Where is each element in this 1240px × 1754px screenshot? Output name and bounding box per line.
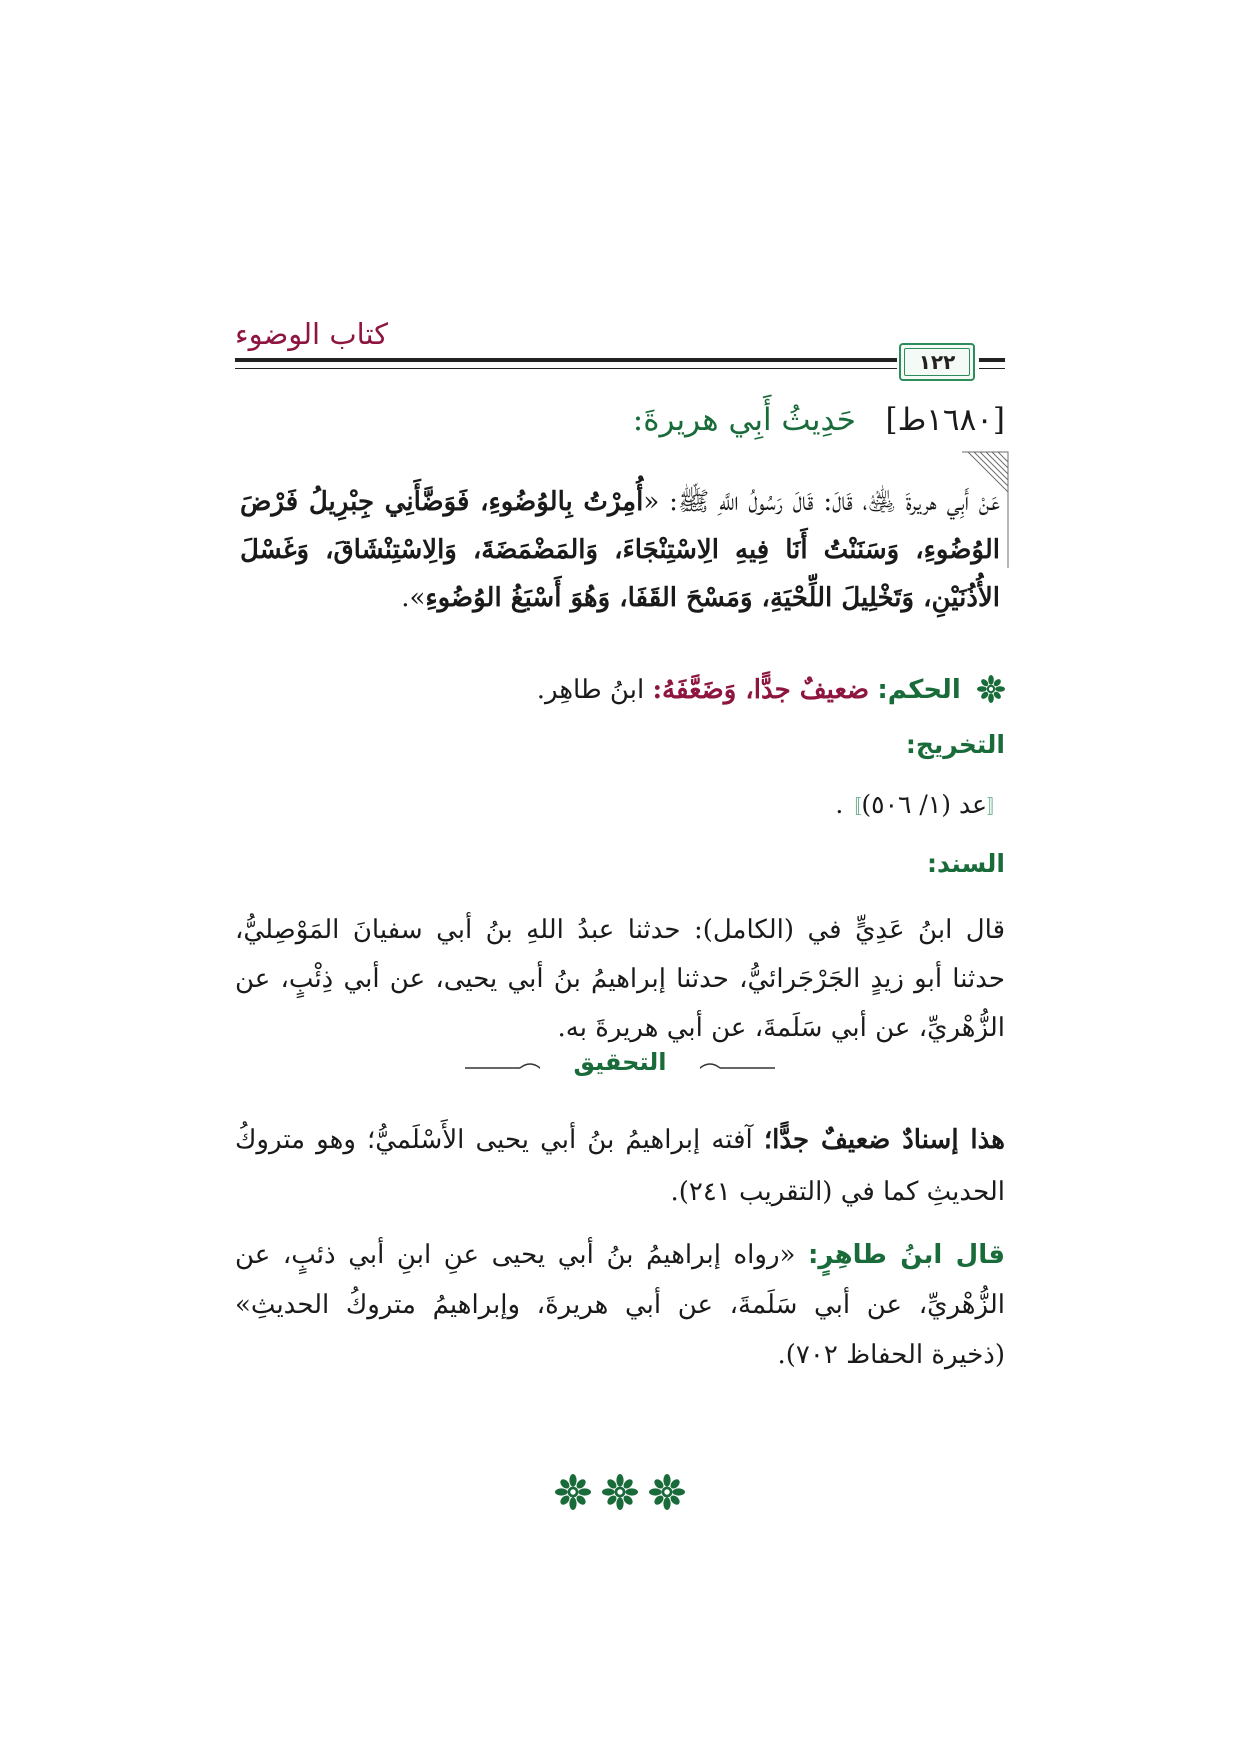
tahqiq-text-2: «رواه إبراهيمُ بنُ أبي يحيى عنِ ابنِ أبي ذئبٍ، عن الزُّهْريِّ، عن أبي سَلَمةَ، عن أبي هريرةَ، وإبراهيمُ متروكُ الحديثِ» (ذخيرة الحفاظ ٧٠٢). bbox=[235, 1240, 1005, 1370]
tahqiq-text-1: آفته إبراهيمُ بنُ أبي يحيى الأَسْلَميُّ؛ وهو متروكُ الحديثِ كما في (التقريب ٢٤١). bbox=[235, 1125, 1005, 1207]
takhrij-ref: عد (١/ ٥٠٦) bbox=[861, 790, 987, 819]
flower-ornament-icon bbox=[602, 1474, 638, 1510]
scholar-name: قال ابنُ طاهِرٍ: bbox=[808, 1240, 1006, 1270]
tahqiq-paragraph-2 bbox=[235, 1230, 1005, 1380]
sanad-text: قال ابنُ عَدِيٍّ في (الكامل): حدثنا عبدُ اللهِ بنُ أبي سفيانَ المَوْصِليُّ، حدثنا أبو زيدٍ الجَرْجَرائيُّ، حدثنا إبراهيمُ بنُ أبي يحيى، عن أبي ذِئْبٍ، عن الزُّهْريِّ، عن أبي سَلَمةَ، عن أبي هريرةَ به. bbox=[235, 915, 1005, 1043]
header-rule bbox=[979, 368, 1005, 369]
tahqiq-verdict: هذا إسنادٌ ضعيفٌ جدًّا؛ bbox=[763, 1125, 1005, 1155]
hukm-label: الحكم: bbox=[877, 675, 961, 705]
hukm-by: ابنُ طاهِر. bbox=[536, 675, 645, 705]
tahqiq-paragraph-1 bbox=[235, 1114, 1005, 1218]
header-rule bbox=[979, 358, 1005, 362]
bracket-open-icon: 〚 bbox=[987, 797, 1005, 818]
takhrij-label: التخريج: bbox=[905, 730, 1005, 759]
takhrij-end: . bbox=[835, 790, 844, 819]
hadith-number: [١٦٨٠ط] bbox=[885, 402, 1005, 438]
page-number: ١٢٢ bbox=[904, 348, 970, 376]
book-title: كتاب الوضوء bbox=[235, 317, 389, 351]
tahqiq-label: التحقيق bbox=[540, 1048, 700, 1076]
flower-ornament-icon bbox=[977, 675, 1005, 703]
hadith-heading bbox=[235, 396, 1005, 444]
hadith-matn bbox=[240, 478, 1000, 622]
hukm-line bbox=[235, 668, 1005, 712]
header-rule bbox=[235, 368, 897, 369]
matn-text: أُمِرْتُ بِالوُضُوءِ، فَوَضَّأَنِي جِبْرِيلُ فَرْضَ الوُضُوءِ، وَسَنَنْتُ أَنَا فِيهِ الِاسْتِنْجَاءَ، وَالمَضْمَضَةَ، وَالِاسْتِنْشَاقَ، وَغَسْلَ الأُذُنَيْنِ، وَتَخْلِيلَ اللِّحْيَةِ، وَمَسْحَ القَفَا، وَهُوَ أَسْبَغُ الوُضُوءِ bbox=[240, 487, 1000, 613]
takhrij-text bbox=[235, 783, 1005, 830]
matn-intro: عَنْ أَبِي هريرةَ ﵁، قَالَ: قَالَ رَسُولُ اللَّهِ ﷺ: « bbox=[643, 487, 1001, 517]
bracket-close-icon: 〛 bbox=[843, 797, 862, 818]
page-number-badge bbox=[899, 343, 975, 381]
flower-ornament-icon bbox=[555, 1474, 591, 1510]
header-rule bbox=[235, 358, 897, 362]
end-ornament bbox=[555, 1472, 685, 1512]
hukm-grade: ضعيفٌ جدًّا، وَضَعَّفَهُ: bbox=[652, 675, 870, 705]
hadith-title: حَدِيثُ أَبِي هريرةَ: bbox=[632, 402, 856, 438]
matn-end: ». bbox=[401, 583, 426, 613]
flower-ornament-icon bbox=[649, 1474, 685, 1510]
sanad-label: السند: bbox=[926, 849, 1005, 878]
